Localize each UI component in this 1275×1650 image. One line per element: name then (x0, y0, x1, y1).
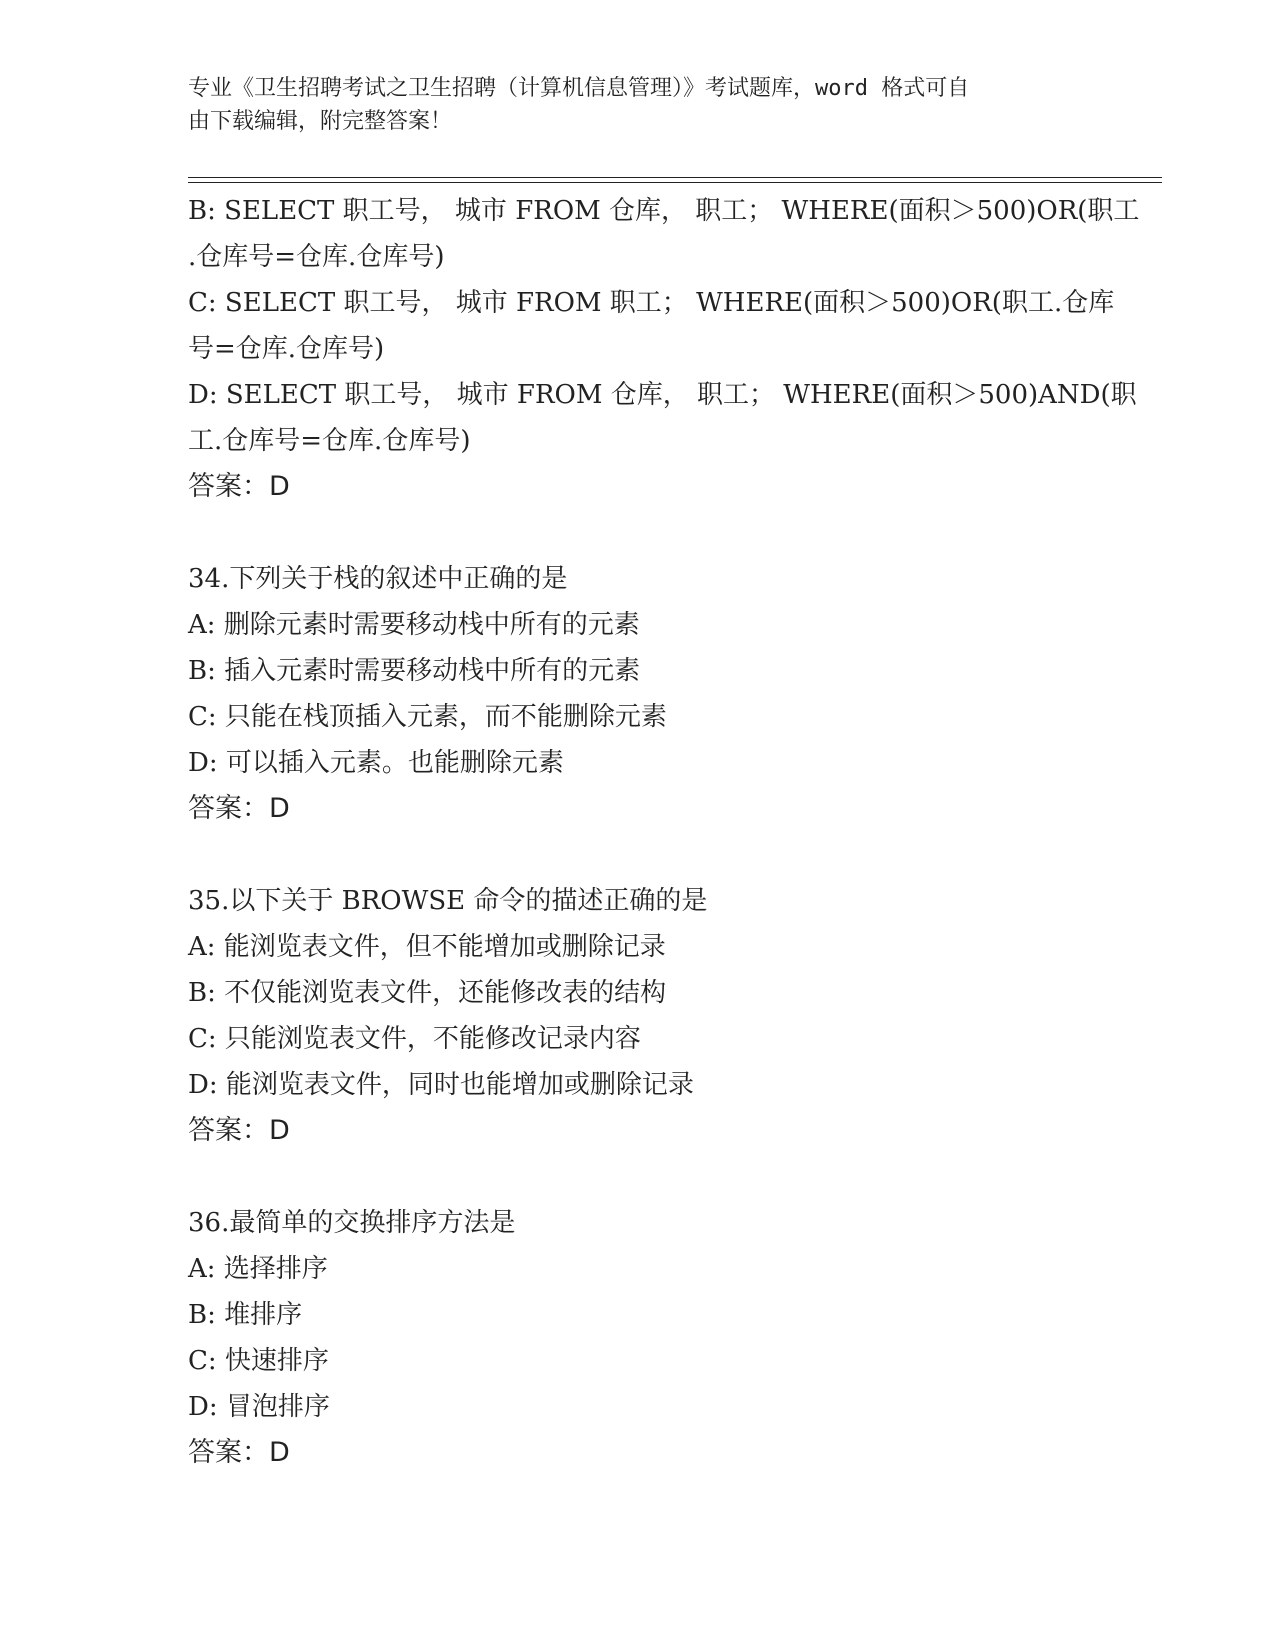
option-line: D: SELECT 职工号， 城市 FROM 仓库， 职工； WHERE(面积＞500)AND(职 (188, 380, 1137, 410)
answer-line: 答案：D (188, 793, 290, 824)
option-a: A: 选择排序 (188, 1254, 328, 1284)
option-line: 号=仓库.仓库号) (188, 334, 385, 364)
header-line-2: 由下载编辑，附完整答案！ (188, 109, 453, 134)
page-header (188, 72, 1088, 138)
question-stem: 36.最简单的交换排序方法是 (188, 1208, 516, 1238)
answer-line: 答案：D (188, 471, 290, 502)
answer-line: 答案：D (188, 1115, 290, 1146)
option-b: B: 不仅能浏览表文件，还能修改表的结构 (188, 978, 667, 1008)
option-a: A: 删除元素时需要移动栈中所有的元素 (188, 610, 640, 640)
option-d: D: 可以插入元素。也能删除元素 (188, 748, 564, 778)
question-33-continued (188, 188, 1140, 510)
question-stem: 35.以下关于 BROWSE 命令的描述正确的是 (188, 886, 708, 916)
option-c: C: 只能在栈顶插入元素，而不能删除元素 (188, 702, 667, 732)
option-b: B: 插入元素时需要移动栈中所有的元素 (188, 656, 641, 686)
question-35 (188, 878, 1088, 1154)
spacer (188, 1154, 1088, 1200)
option-line: 工.仓库号=仓库.仓库号) (188, 426, 471, 456)
header-divider-bottom (188, 182, 1162, 183)
question-34 (188, 556, 1088, 832)
answer-line: 答案：D (188, 1437, 290, 1468)
option-d: D: 冒泡排序 (188, 1392, 330, 1422)
spacer (188, 832, 1088, 878)
header-line-1: 专业《卫生招聘考试之卫生招聘（计算机信息管理）》考试题库，word 格式可自 (188, 76, 970, 101)
question-stem: 34.下列关于栈的叙述中正确的是 (188, 564, 568, 594)
question-content (188, 188, 1140, 1476)
option-line: B: SELECT 职工号， 城市 FROM 仓库， 职工； WHERE(面积＞500)OR(职工 (188, 196, 1140, 226)
option-a: A: 能浏览表文件，但不能增加或删除记录 (188, 932, 666, 962)
option-d: D: 能浏览表文件，同时也能增加或删除记录 (188, 1070, 694, 1100)
option-line: .仓库号=仓库.仓库号) (188, 242, 445, 272)
option-line: C: SELECT 职工号， 城市 FROM 职工； WHERE(面积＞500)OR(职工.仓库 (188, 288, 1115, 318)
header-divider-top (188, 177, 1162, 178)
option-b: B: 堆排序 (188, 1300, 303, 1330)
option-c: C: 只能浏览表文件，不能修改记录内容 (188, 1024, 641, 1054)
spacer (188, 510, 1088, 556)
option-c: C: 快速排序 (188, 1346, 329, 1376)
question-36 (188, 1200, 1088, 1476)
